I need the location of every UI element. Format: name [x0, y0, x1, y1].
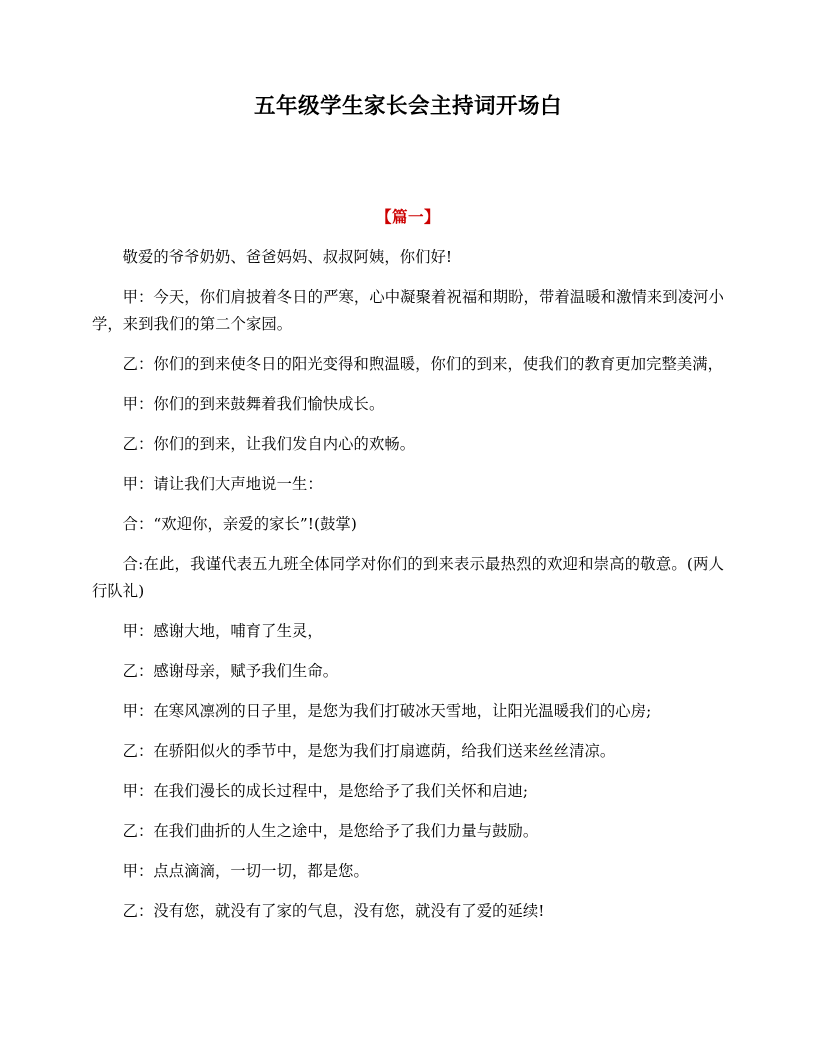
paragraph: 甲：你们的到来鼓舞着我们愉快成长。: [122, 395, 385, 413]
paragraph: 乙：你们的到来，让我们发自内心的欢畅。: [122, 435, 416, 453]
paragraph: 敬爱的爷爷奶奶、爸爸妈妈、叔叔阿姨，你们好!: [122, 248, 453, 266]
paragraph: 乙：在骄阳似火的季节中，是您为我们打扇遮荫，给我们送来丝丝清凉。: [122, 742, 616, 760]
paragraph: 甲：在我们漫长的成长过程中，是您给予了我们关怀和启迪;: [122, 782, 529, 800]
paragraph: 乙：没有您，就没有了家的气息，没有您，就没有了爱的延续!: [122, 902, 545, 920]
paragraph: 合:在此，我谨代表五九班全体同学对你们的到来表示最热烈的欢迎和崇高的敬意。(两人行队礼): [92, 555, 724, 600]
paragraph: 乙：感谢母亲，赋予我们生命。: [122, 662, 339, 680]
document-body: [92, 244, 724, 925]
paragraph: 乙：你们的到来使冬日的阳光变得和煦温暖，你们的到来，使我们的教育更加完整美满，: [122, 355, 724, 373]
title-spacer: [92, 122, 724, 206]
page-title: 五年级学生家长会主持词开场白: [253, 94, 562, 119]
paragraph: 甲：今天，你们肩披着冬日的严寒，心中凝聚着祝福和期盼，带着温暖和激情来到凌河小学，来到我们的第二个家园。: [92, 288, 724, 333]
paragraph: 甲：点点滴滴，一切一切，都是您。: [122, 862, 369, 880]
paragraph: 甲：感谢大地，哺育了生灵，: [122, 622, 323, 640]
paragraph: 乙：在我们曲折的人生之途中，是您给予了我们力量与鼓励。: [122, 822, 539, 840]
paragraph: 合：“欢迎你，亲爱的家长”!(鼓掌): [122, 515, 357, 533]
section-marker: 【篇一】: [375, 207, 440, 226]
paragraph: 甲：请让我们大声地说一生：: [122, 475, 323, 493]
paragraph: 甲：在寒风凛冽的日子里，是您为我们打破冰天雪地，让阳光温暖我们的心房;: [122, 702, 652, 720]
